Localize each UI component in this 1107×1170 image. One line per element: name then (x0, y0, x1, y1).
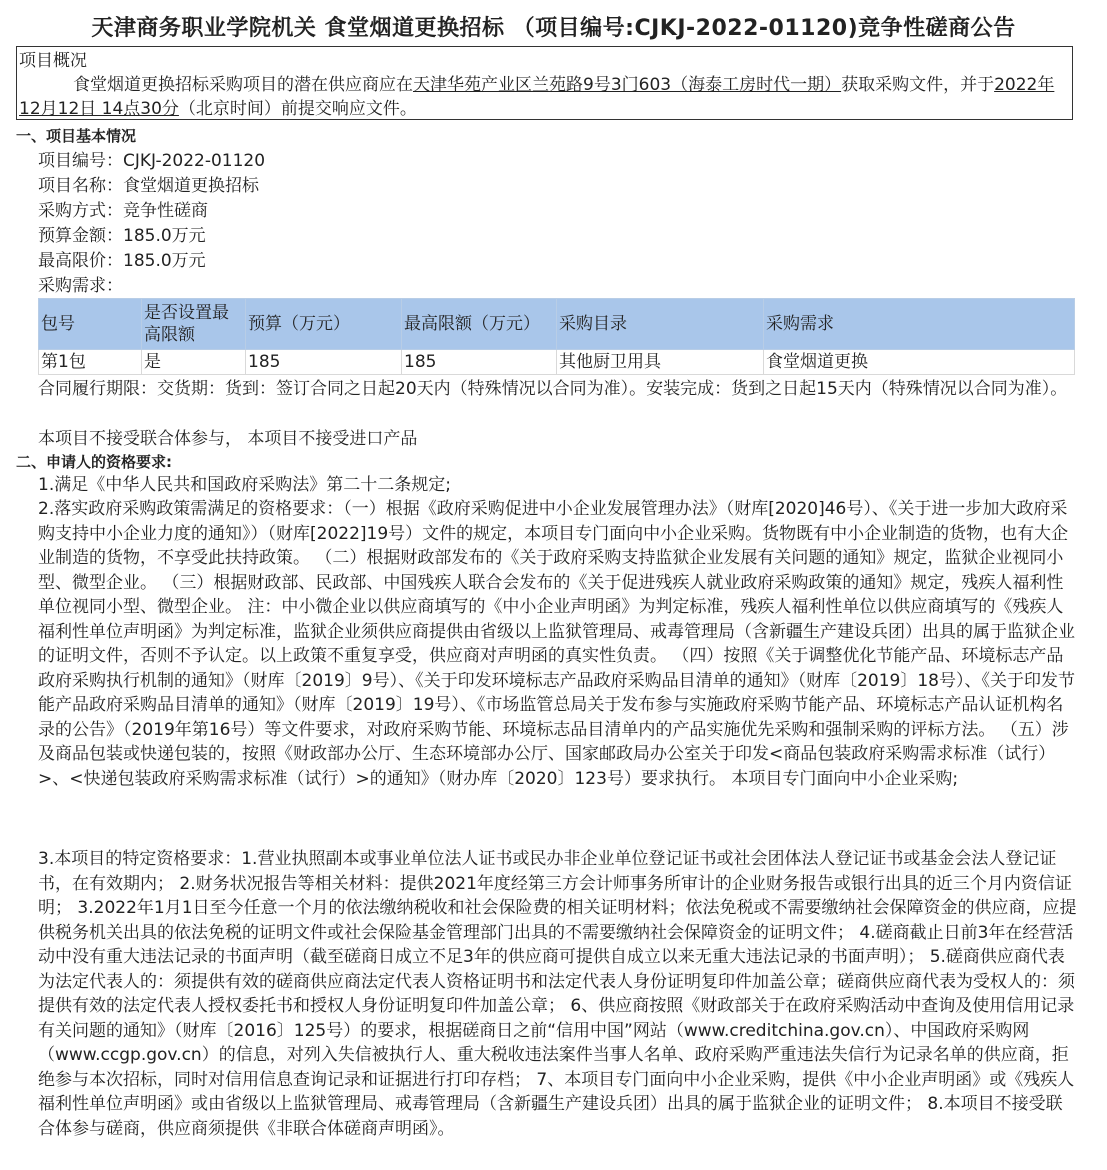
overview-text-suffix: （北京时间）前提交响应文件。 (178, 99, 417, 119)
overview-location: 天津华苑产业区兰苑路9号3门603（海泰工房时代一期） (413, 75, 842, 95)
procurement-method: 采购方式：竞争性磋商 (38, 201, 208, 221)
contract-period: 合同履行期限：交货期：货到：签订合同之日起20天内（特殊情况以合同为准）。安装完成：货到之日起15天内（特殊情况以合同为准）。 (38, 379, 1068, 399)
table-header-catalog: 采购目录 (557, 299, 764, 350)
project-overview-box (16, 46, 1073, 120)
table-header-demand: 采购需求 (764, 299, 1075, 350)
table-cell: 第1包 (39, 350, 142, 375)
overview-label: 项目概况 (19, 51, 87, 71)
table-cell: 185 (246, 350, 402, 375)
overview-text (19, 73, 1065, 121)
table-header-package-no: 包号 (39, 299, 142, 350)
overview-text-prefix: 食堂烟道更换招标采购项目的潜在供应商应在 (73, 75, 413, 95)
table-cell: 其他厨卫用具 (557, 350, 764, 375)
joint-venture-note: 本项目不接受联合体参与， 本项目不接受进口产品 (38, 429, 418, 449)
package-table (38, 298, 1075, 375)
project-number: 项目编号：CJKJ-2022-01120 (38, 151, 266, 171)
max-price: 最高限价：185.0万元 (38, 251, 206, 271)
table-header-row (39, 299, 1075, 350)
qualification-paragraph-3: 3.本项目的特定资格要求：1.营业执照副本或事业单位法人证书或民办非企业单位登记证书或社会团体法人登记证书或基金会法人登记证书，在有效期内； 2.财务状况报告等相关材料：提供2021年度经第三方会计师事务所审计的企业财务报告或银行出具的近三个月内资信证明； 3.2022年1月1日至今任意一个月的依法缴纳税收和社会保险费的相关证明材料；依法免税或不需要缴纳社会保障资金的供应商，应提供税务机关出具的依法免税的证明文件或社会保险基金管理部门出具的不需要缴纳社会保障资金的证明文件； 4.磋商截止日前3年在经营活动中没有重大违法记录的书面声明（截至磋商日成立不足3年的供应商可提供自成立以来无重大违法记录的书面声明）； 5.磋商供应商代表为法定代表人的：须提供有效的磋商供应商法定代表人资格证明书和法定代表人身份证明复印件加盖公章；磋商供应商代表为受权人的：须提供有效的法定代表人授权委托书和授权人身份证明复印件加盖公章； 6、供应商按照《财政部关于在政府采购活动中查询及使用信用记录有关问题的通知》（财库〔2016〕125号）的要求，根据磋商日之前“信用中国”网站（www.creditchina.gov.cn）、中国政府采购网（www.ccgp.gov.cn）的信息，对列入失信被执行人、重大税收违法案件当事人名单、政府采购严重违法失信行为记录名单的供应商，拒绝参与本次招标，同时对信用信息查询记录和证据进行打印存档； 7、本项目专门面向中小企业采购，提供《中小企业声明函》或《残疾人福利性单位声明函》或由省级以上监狱管理局、戒毒管理局（含新疆生产建设兵团）出具的属于监狱企业的证明文件； 8.本项目不接受联合体参与磋商，供应商须提供《非联合体磋商声明函》。 (38, 849, 1077, 1139)
table-cell: 是 (142, 350, 246, 375)
table-row (39, 350, 1075, 375)
page-title: 天津商务职业学院机关 食堂烟道更换招标 （项目编号:CJKJ-2022-01120)竞争性磋商公告 (91, 16, 1016, 41)
table-cell: 食堂烟道更换 (764, 350, 1075, 375)
overview-deadline: 2022年12月12日 14点30分 (19, 75, 1055, 119)
procurement-demand-label: 采购需求： (38, 276, 123, 296)
table-header-max-amount: 最高限额（万元） (402, 299, 557, 350)
section-qualification-heading: 二、申请人的资格要求: (16, 453, 172, 471)
project-name: 项目名称：食堂烟道更换招标 (38, 176, 259, 196)
overview-text-mid: 获取采购文件，并于 (841, 75, 995, 95)
table-header-max-limit: 是否设置最高限额 (142, 299, 246, 350)
qualification-paragraph-2: 2.落实政府采购政策需满足的资格要求：（一）根据《政府采购促进中小企业发展管理办法》（财库[2020]46号）、《关于进一步加大政府采购支持中小企业力度的通知》）（财库[2022]19号）文件的规定，本项目专门面向中小企业采购。货物既有中小企业制造的货物，也有大企业制造的货物，不享受此扶持政策。 （二）根据财政部发布的《关于政府采购支持监狱企业发展有关问题的通知》规定，监狱企业视同小型、微型企业。 （三）根据财政部、民政部、中国残疾人联合会发布的《关于促进残疾人就业政府采购政策的通知》规定，残疾人福利性单位视同小型、微型企业。 注：中小微企业以供应商填写的《中小企业声明函》为判定标准，残疾人福利性单位以供应商填写的《残疾人福利性单位声明函》为判定标准，监狱企业须供应商提供由省级以上监狱管理局、戒毒管理局（含新疆生产建设兵团）出具的属于监狱企业的证明文件，否则不予认定。以上政策不重复享受，供应商对声明函的真实性负责。 （四）按照《关于调整优化节能产品、环境标志产品政府采购执行机制的通知》（财库〔2019〕9号）、《关于印发环境标志产品政府采购品目清单的通知》（财库〔2019〕18号）、《关于印发节能产品政府采购品目清单的通知》（财库〔2019〕19号）、《市场监管总局关于发布参与实施政府采购节能产品、环境标志产品认证机构名录的公告》（2019年第16号）等文件要求，对政府采购节能、环境标志品目清单内的产品实施优先采购和强制采购的评标方法。 （五）涉及商品包装或快递包装的，按照《财政部办公厅、生态环境部办公厅、国家邮政局办公室关于印发<商品包装政府采购需求标准（试行）>、<快递包装政府采购需求标准（试行）>的通知》（财办库〔2020〕123号）要求执行。 本项目专门面向中小企业采购; (38, 499, 1075, 789)
budget-amount: 预算金额：185.0万元 (38, 226, 206, 246)
section-basic-info-heading: 一、项目基本情况 (16, 127, 137, 145)
qualification-paragraph-1: 1.满足《中华人民共和国政府采购法》第二十二条规定; (38, 475, 451, 495)
table-cell: 185 (402, 350, 557, 375)
table-header-budget: 预算（万元） (246, 299, 402, 350)
